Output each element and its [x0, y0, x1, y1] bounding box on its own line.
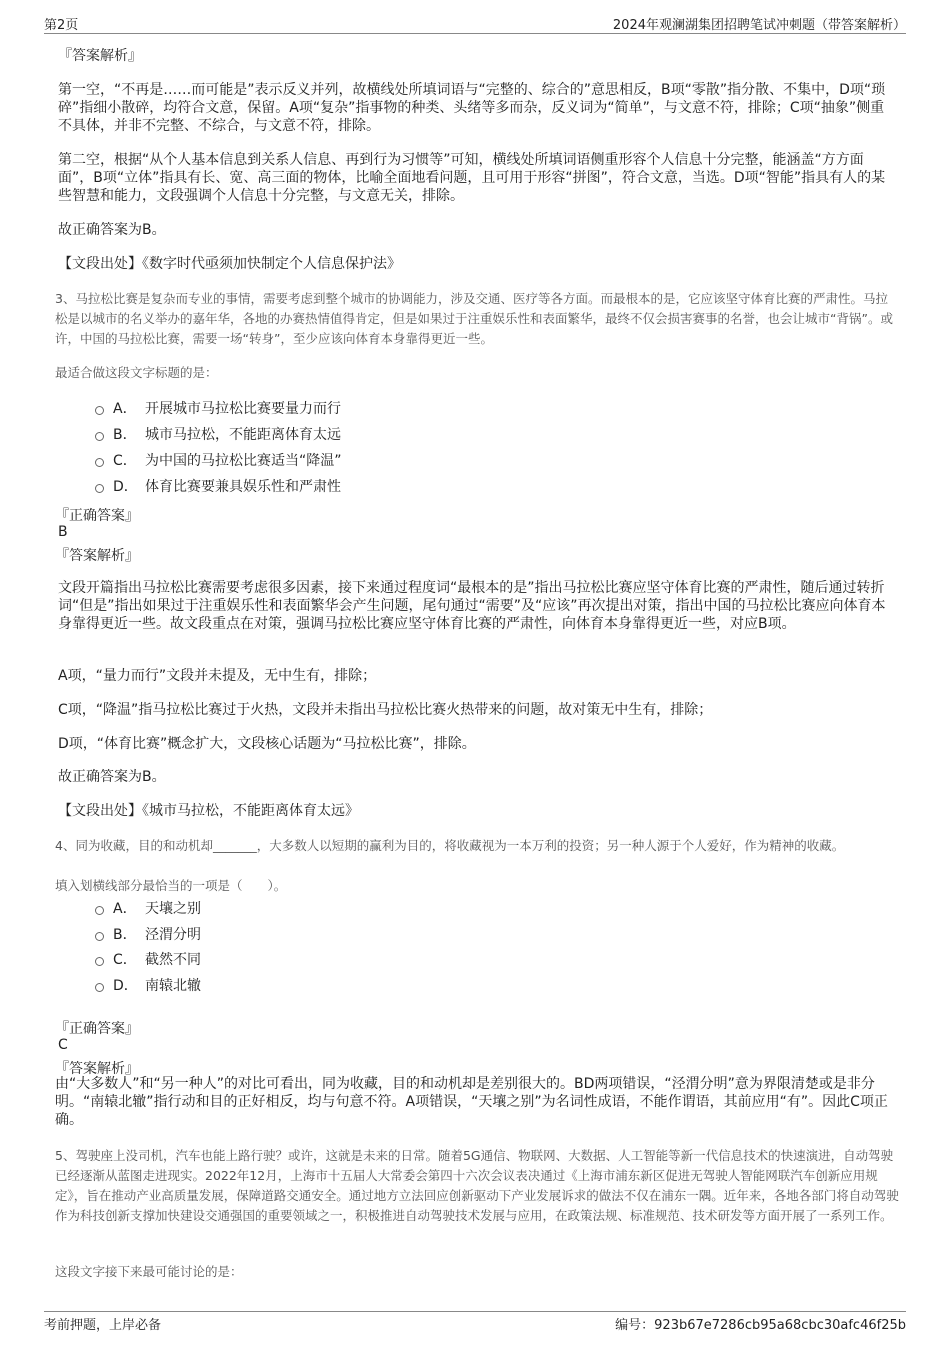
- prev-analysis-label: 『答案解析』: [58, 48, 142, 64]
- option-letter: C．: [113, 453, 137, 469]
- radio-icon[interactable]: [95, 983, 104, 992]
- option-letter: D．: [113, 978, 138, 994]
- q3-conclusion: 故正确答案为B。: [58, 769, 166, 785]
- q3-answer-label: 『正确答案』: [55, 508, 139, 524]
- q3-analysis-p3: C项，“降温”指马拉松比赛过于火热，文段并未指出马拉松比赛火热带来的问题，故对策无中生有，排除；: [58, 702, 713, 718]
- footer-serial: 编号：923b67e7286cb95a68cbc30afc46f25b: [615, 1318, 906, 1333]
- radio-icon[interactable]: [95, 432, 104, 441]
- prev-conclusion: 故正确答案为B。: [58, 222, 166, 238]
- q4-option-b[interactable]: [95, 924, 201, 944]
- q4-option-a[interactable]: [95, 898, 201, 918]
- option-text: 开展城市马拉松比赛要量力而行: [145, 401, 341, 417]
- q4-answer-label: 『正确答案』: [55, 1021, 139, 1037]
- page-number: 第2页: [44, 18, 79, 33]
- q3-option-c[interactable]: [95, 450, 342, 470]
- option-text: 泾渭分明: [145, 927, 201, 943]
- footer-divider: [44, 1311, 906, 1312]
- option-letter: B．: [113, 427, 137, 443]
- q4-option-c[interactable]: [95, 949, 201, 969]
- option-text: 为中国的马拉松比赛适当“降温”: [145, 453, 342, 469]
- footer-slogan: 考前押题，上岸必备: [44, 1318, 162, 1333]
- option-text: 城市马拉松，不能距离体育太远: [145, 427, 341, 443]
- q4-option-d[interactable]: [95, 975, 201, 995]
- q4-analysis: 由“大多数人”和“另一种人”的对比可看出，同为收藏，目的和动机却是差别很大的。BD两项错误，“泾渭分明”意为界限清楚或是非分明。“南辕北辙”指行动和目的正好相反，均与句意不符。A项错误，“天壤之别”为名词性成语，不能作谓语，其前应用“有”。因此C项正确。: [55, 1076, 888, 1128]
- radio-icon[interactable]: [95, 458, 104, 467]
- radio-icon[interactable]: [95, 932, 104, 941]
- q4-prompt: 填入划横线部分最恰当的一项是（ ）。: [55, 878, 287, 893]
- option-letter: A．: [113, 901, 137, 917]
- option-letter: C．: [113, 952, 137, 968]
- document-title: 2024年观澜湖集团招聘笔试冲刺题（带答案解析）: [612, 18, 906, 33]
- prev-analysis-p1: 第一空，“不再是……而可能是”表示反义并列，故横线处所填词语与“完整的、综合的”意思相反，B项“零散”指分散、不集中，D项“琐碎”指细小散碎，均符合文意，保留。A项“复杂”指事物的种类、头绪等多而杂，反义词为“简单”，与文意不符，排除；C项“抽象”侧重不具体，并非不完整、不综合，与文意不符，排除。: [58, 82, 886, 134]
- q4-answer: C: [58, 1037, 68, 1053]
- q3-analysis-p4: D项，“体育比赛”概念扩大，文段核心话题为“马拉松比赛”，排除。: [58, 736, 476, 752]
- q5-stem: 5、驾驶座上没司机，汽车也能上路行驶？或许，这就是未来的日常。随着5G通信、物联网、大数据、人工智能等新一代信息技术的快速演进，自动驾驶已经逐渐从蓝图走进现实。2022年12月，上海市十五届人大常委会第四十六次会议表决通过《上海市浦东新区促进无驾驶人智能网联汽车创新应用规定》，旨在推动产业高质量发展，保障道路交通安全。通过地方立法回应创新驱动下产业发展诉求的做法不仅在浦东一隅。近年来，各地各部门将自动驾驶作为科技创新支撑加快建设交通强国的重要领域之一，积极推进自动驾驶技术发展与应用，在政策法规、标准规范、技术研发等方面开展了一系列工作。: [55, 1148, 899, 1223]
- q3-analysis-p2: A项，“量力而行”文段并未提及，无中生有，排除；: [58, 668, 377, 684]
- option-letter: B．: [113, 927, 137, 943]
- prev-source: 【文段出处】《数字时代亟须加快制定个人信息保护法》: [58, 256, 401, 272]
- radio-icon[interactable]: [95, 484, 104, 493]
- q3-option-b[interactable]: [95, 424, 341, 444]
- q3-prompt: 最适合做这段文字标题的是：: [55, 365, 218, 380]
- radio-icon[interactable]: [95, 957, 104, 966]
- q3-analysis-p1: 文段开篇指出马拉松比赛需要考虑很多因素，接下来通过程度词“最根本的是”指出马拉松比赛应坚守体育比赛的严肃性，随后通过转折词“但是”指出如果过于注重娱乐性和表面繁华会产生问题，尾句通过“需要”及“应该”再次提出对策，指出中国的马拉松比赛应向体育本身靠得更近一些。故文段重点在对策，强调马拉松比赛应坚守体育比赛的严肃性，向体育本身靠得更近一些，对应B项。: [58, 580, 886, 632]
- prev-analysis-p2: 第二空，根据“从个人基本信息到关系人信息、再到行为习惯等”可知，横线处所填词语侧重形容个人信息十分完整，能涵盖“方方面面”，B项“立体”指具有长、宽、高三面的物体，比喻全面地看问题，且可用于形容“拼图”，符合文意，当选。D项“智能”指具有人的某些智慧和能力，文段强调个人信息十分完整，与文意无关，排除。: [58, 152, 886, 204]
- q3-stem: 3、马拉松比赛是复杂而专业的事情，需要考虑到整个城市的协调能力，涉及交通、医疗等各方面。而最根本的是，它应该坚守体育比赛的严肃性。马拉松是以城市的名义举办的嘉年华，各地的办赛热情值得肯定，但是如果过于注重娱乐性和表面繁华，最终不仅会损害赛事的名誉，也会让城市“背锅”。或许，中国的马拉松比赛，需要一场“转身”，至少应该向体育本身靠得更近一些。: [55, 291, 893, 346]
- option-letter: A．: [113, 401, 137, 417]
- option-text: 截然不同: [145, 952, 201, 968]
- q3-source: 【文段出处】《城市马拉松，不能距离体育太远》: [58, 803, 359, 819]
- q3-analysis-label: 『答案解析』: [55, 548, 139, 564]
- option-text: 南辕北辙: [145, 978, 201, 994]
- header-divider: [44, 33, 906, 34]
- radio-icon[interactable]: [95, 406, 104, 415]
- q4-analysis-label: 『答案解析』: [55, 1061, 139, 1077]
- q3-option-a[interactable]: [95, 398, 341, 418]
- option-letter: D．: [113, 479, 138, 495]
- q3-option-d[interactable]: [95, 476, 341, 496]
- option-text: 天壤之别: [145, 901, 201, 917]
- q4-stem: 4、同为收藏，目的和动机却_______，大多数人以短期的赢利为目的，将收藏视为一本万利的投资；另一种人源于个人爱好，作为精神的收藏。: [55, 838, 845, 853]
- radio-icon[interactable]: [95, 906, 104, 915]
- option-text: 体育比赛要兼具娱乐性和严肃性: [145, 479, 341, 495]
- q3-answer: B: [58, 524, 68, 540]
- q5-prompt: 这段文字接下来最可能讨论的是：: [55, 1264, 243, 1279]
